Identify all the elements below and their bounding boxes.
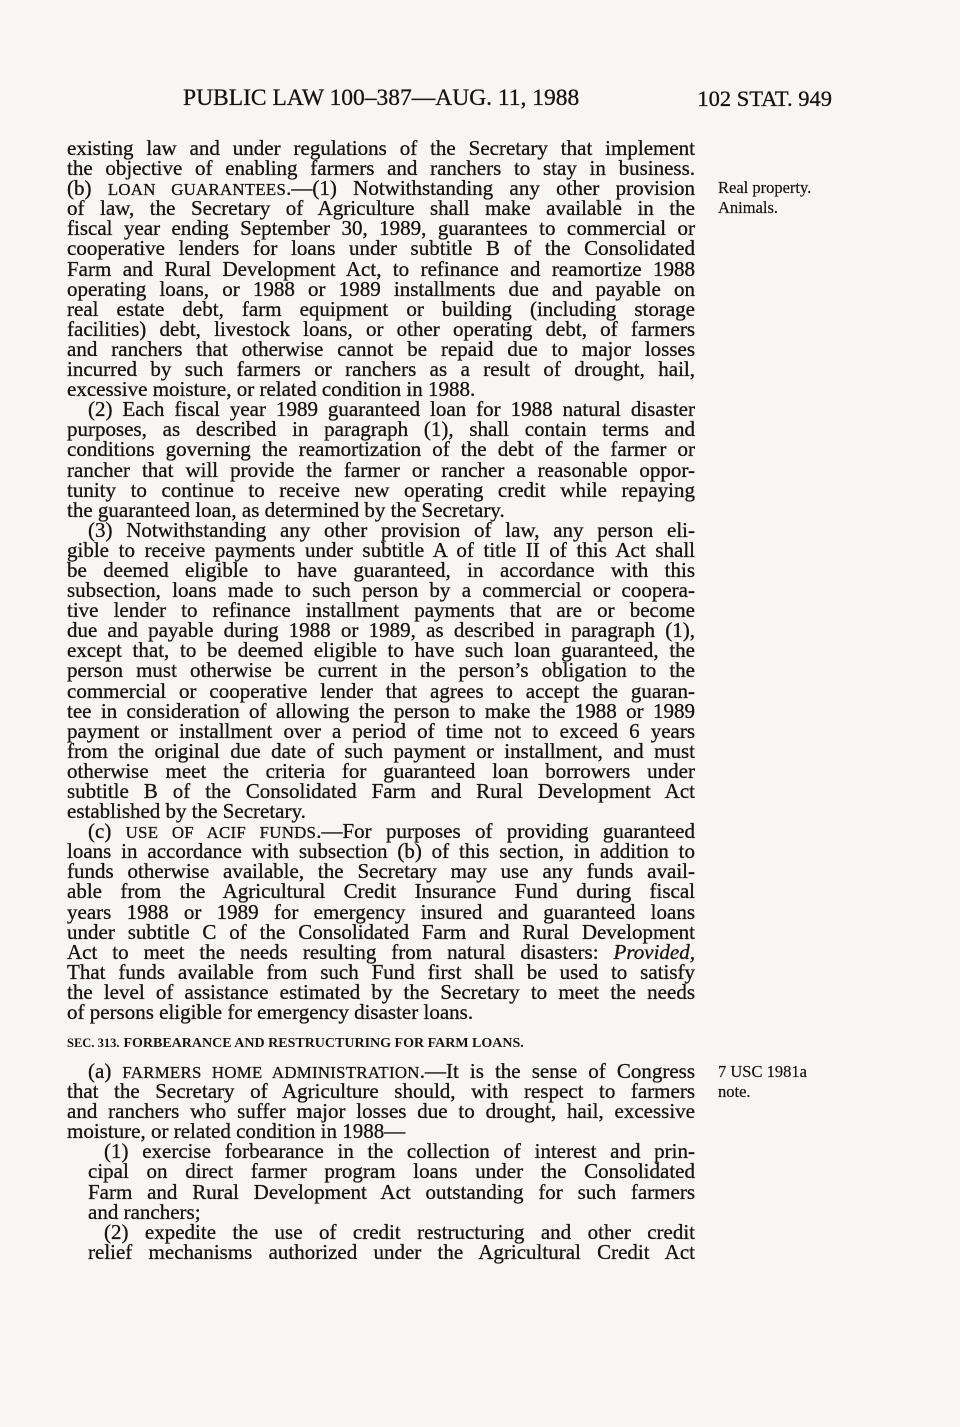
body-line: tee in consideration of allowing the person to make the 1988 or 1989: [67, 698, 695, 723]
margin-note-line: Animals.: [718, 197, 779, 217]
body-line: tunity to continue to receive new operating credit while repaying: [67, 477, 695, 502]
line-text: .—It is the sense of Congress: [419, 1059, 695, 1083]
body-text: [67, 136, 695, 1025]
body-line: funds otherwise available, the Secretary may use any funds avail-: [67, 859, 695, 884]
body-line: and ranchers that otherwise cannot be repaid due to major losses: [67, 336, 695, 361]
body-line: rancher that will provide the farmer or rancher a reasonable oppor-: [67, 457, 695, 482]
body-line: (2) Each fiscal year 1989 guaranteed loan for 1988 natural disaster: [88, 397, 695, 422]
section-number: SEC. 313.: [67, 1036, 120, 1050]
body-line: able from the Agricultural Credit Insurance Fund during fiscal: [67, 879, 695, 904]
body-line: fiscal year ending September 30, 1989, guarantees to commercial or: [67, 216, 695, 241]
body-line: the objective of enabling farmers and ranchers to stay in business.: [67, 156, 695, 181]
body-line: the level of assistance estimated by the Secretary to meet the needs: [67, 979, 695, 1004]
body-line: cipal on direct farmer program loans under the Consolidated: [88, 1159, 695, 1184]
body-line: of law, the Secretary of Agriculture shall make available in the: [67, 196, 695, 221]
body-line: (3) Notwithstanding any other provision of law, any person eli-: [88, 517, 695, 542]
body-line: that the Secretary of Agriculture should, with respect to farmers: [67, 1079, 695, 1104]
subsection-label: (a): [88, 1059, 123, 1083]
body-line: of persons eligible for emergency disaster loans.: [67, 1000, 474, 1025]
margin-note-line: Real property.: [718, 178, 812, 197]
body-line: facilities) debt, livestock loans, or other operating debt, of farmers: [67, 316, 695, 341]
body-line: established by the Secretary.: [67, 799, 306, 824]
body-line: years 1988 or 1989 for emergency insured and guaranteed loans: [67, 899, 695, 924]
body-line: otherwise meet the criteria for guaranteed loan borrowers under: [67, 758, 695, 783]
body-line: tive lender to refinance installment payments that are or become: [67, 598, 695, 623]
body-line: person must otherwise be current in the person’s obligation to the: [67, 658, 695, 683]
body-line: except that, to be deemed eligible to have such loan guaranteed, the: [67, 638, 695, 663]
margin-note: [718, 178, 811, 217]
body-line: commercial or cooperative lender that agrees to accept the guaran-: [67, 678, 695, 703]
body-line: the guaranteed loan, as determined by the Secretary.: [67, 497, 505, 522]
body-line: and ranchers;: [88, 1199, 201, 1224]
body-line: That funds available from such Fund first shall be used to satisfy: [67, 959, 695, 984]
subsection-label: (b): [67, 176, 108, 201]
body-line: gible to receive payments under subtitle A of title II of this Act shall: [67, 537, 695, 562]
page-stat-number: 102 STAT. 949: [697, 86, 832, 111]
body-line: (1) exercise forbearance in the collection of interest and prin-: [104, 1139, 695, 1164]
body-line: operating loans, or 1988 or 1989 installments due and payable on: [67, 276, 695, 301]
body-line: loans in accordance with subsection (b) of this section, in addition to: [67, 839, 695, 864]
subsection-heading: USE OF ACIF FUNDS: [125, 823, 317, 843]
body-line: be deemed eligible to have guaranteed, in accordance with this: [67, 557, 695, 582]
line-text: .—(1) Notwithstanding any other provision: [286, 176, 695, 201]
body-line: subsection, loans made to such person by a commercial or coopera-: [67, 578, 695, 603]
subsection-label: (c): [88, 819, 126, 844]
body-line: Farm and Rural Development Act outstanding for such farmers: [88, 1179, 695, 1204]
line-text: Act to meet the needs resulting from natural disasters:: [67, 939, 614, 964]
section-heading: [67, 1033, 524, 1054]
body-line: conditions governing the reamortization of the debt of the farmer or: [67, 437, 695, 462]
line-text: .—For purposes of providing guaranteed: [316, 819, 695, 844]
body-line: under subtitle C of the Consolidated Farm and Rural Development: [67, 919, 695, 944]
margin-note-line: 7 USC 1981a: [718, 1062, 807, 1081]
body-line: [67, 176, 695, 201]
margin-note-line: note.: [718, 1081, 751, 1101]
body-line: moisture, or related condition in 1988—: [67, 1119, 406, 1144]
body-line: payment or installment over a period of time not to exceed 6 years: [67, 718, 695, 743]
body-line: Farm and Rural Development Act, to refinance and reamortize 1988: [67, 256, 695, 281]
subsection-heading: LOAN GUARANTEES: [107, 180, 287, 200]
body-line: [67, 1061, 695, 1081]
body-line: existing law and under regulations of the Secretary that implement: [67, 136, 695, 160]
margin-note: [718, 1062, 807, 1101]
body-line: (2) expedite the use of credit restructuring and other credit: [104, 1219, 695, 1244]
subsection-heading: FARMERS HOME ADMINISTRATION: [122, 1063, 420, 1082]
body-line: subtitle B of the Consolidated Farm and Rural Development Act: [67, 779, 695, 803]
body-line: purposes, as described in paragraph (1), shall contain terms and: [67, 417, 695, 442]
body-line: [67, 819, 695, 844]
body-line: [67, 939, 695, 964]
body-line: relief mechanisms authorized under the Agricultural Credit Act: [88, 1239, 695, 1264]
body-line: due and payable during 1988 or 1989, as described in paragraph (1),: [67, 618, 695, 643]
italic-term: Provided,: [613, 939, 695, 964]
body-line: real estate debt, farm equipment or building (including storage: [67, 296, 695, 321]
body-line: cooperative lenders for loans under subtitle B of the Consolidated: [67, 236, 695, 261]
body-line: excessive moisture, or related condition in 1988.: [67, 377, 476, 402]
body-line: from the original due date of such payment or installment, and must: [67, 738, 695, 763]
body-line: and ranchers who suffer major losses due to drought, hail, excessive: [67, 1099, 695, 1124]
running-head-title: PUBLIC LAW 100–387—AUG. 11, 1988: [183, 85, 580, 111]
body-line: incurred by such farmers or ranchers as a result of drought, hail,: [67, 357, 695, 382]
section-body-text: [67, 1061, 695, 1262]
section-title: FORBEARANCE AND RESTRUCTURING FOR FARM LOANS.: [123, 1036, 524, 1051]
